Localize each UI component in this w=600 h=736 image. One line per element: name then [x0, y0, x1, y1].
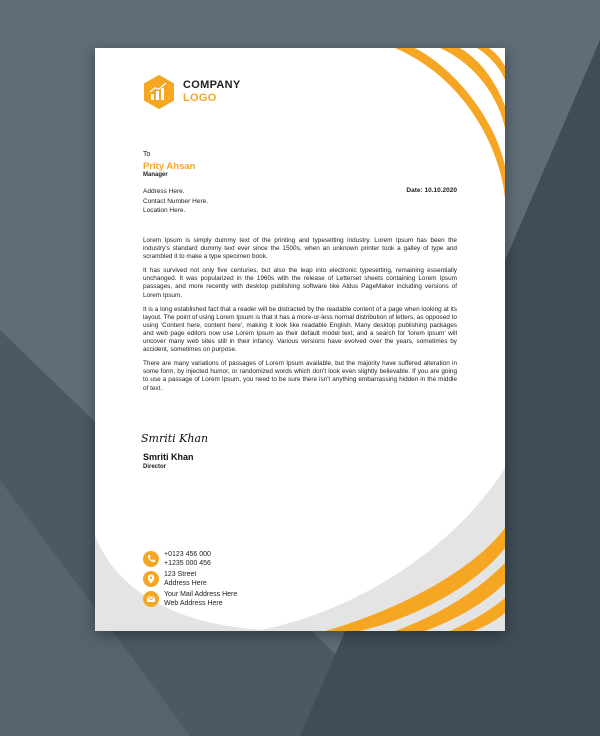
body-paragraph: Lorem Ipsum is simply dummy text of the printing and typesetting industry. Lorem Ipsum has been the industry's standard dummy text ever since the 1500s, when an unknown printer took a galley of type and scrambled it to make a type specimen book.	[143, 237, 457, 261]
phone-icon	[143, 551, 159, 567]
body-paragraph: It is a long established fact that a reader will be distracted by the readable content of a page when looking at its layout. The point of using Lorem Ipsum is that it has a more-or-less normal distribution of letters, as opposed to using 'Content here, content here', making it look like readable English. Many desktop publishing packages and web page editors now use Lorem Ipsum as their default model text, and a search for 'lorem ipsum' will uncover many web sites still in their infancy. Various versions have evolved over the years, sometimes by accident, sometimes on purpose.	[143, 305, 457, 354]
location-line: Location Here.	[143, 207, 186, 214]
address-block	[143, 187, 208, 216]
mail-icon	[143, 591, 159, 607]
letter-date: Date: 10.10.2020	[406, 187, 457, 194]
to-label: To	[143, 151, 151, 158]
street-line: 123 Street	[164, 571, 197, 578]
recipient-role: Manager	[143, 172, 168, 178]
contact-number-line: Contact Number Here.	[143, 197, 209, 205]
recipient-name: Prity Ahsan	[143, 161, 196, 172]
signer-role: Director	[143, 464, 167, 470]
letter-body	[143, 237, 457, 399]
address-line: Address Here.	[143, 188, 185, 195]
mail-web-lines	[164, 590, 237, 608]
street-address-lines	[164, 570, 207, 588]
signer-name: Smriti Khan	[143, 452, 194, 462]
mail-address: Your Mail Address Here	[164, 591, 238, 598]
phone-lines	[164, 550, 211, 568]
handwritten-signature: Smriti Khan	[141, 432, 209, 445]
location-pin-icon	[143, 571, 159, 587]
company-logo-icon	[142, 75, 176, 109]
web-address: Web Address Here	[164, 600, 223, 607]
phone-number: +1235 000 456	[164, 560, 211, 567]
body-paragraph: It has survived not only five centuries, but also the leap into electronic typesetting, remaining essentially unchanged. It was popularized in the 1960s with the release of Letterset sheets containing Lorem Ipsum passages, and more recently with desktop publishing software like Aldus PageMaker including versions of Lorem Ipsum.	[143, 267, 457, 299]
address-line-2: Address Here	[164, 580, 207, 587]
letterhead-page	[95, 48, 505, 631]
company-name: COMPANY	[183, 79, 241, 91]
phone-number: +0123 456 000	[164, 551, 211, 558]
body-paragraph: There are many variations of passages of Lorem Ipsum available, but the majority have suffered alteration in some form, by injected humor, or randomized words which don't look even slightly believable. If you are going to use a passage of Lorem Ipsum, you need to be sure there isn't anything embarrassing hidden in the middle of text.	[143, 360, 457, 392]
company-logo-text: LOGO	[183, 92, 217, 104]
